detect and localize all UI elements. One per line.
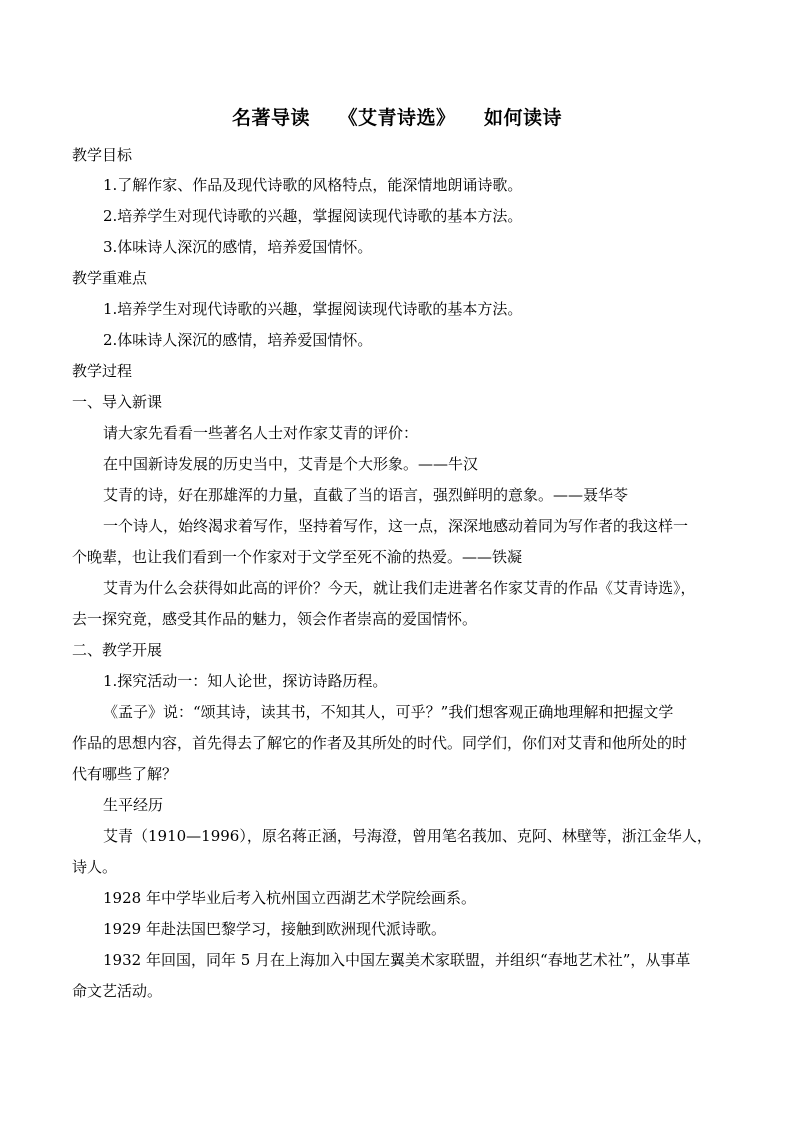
intro-paragraph-4-line-1: 一个诗人，始终渴求着写作，坚持着写作，这一点，深深地感动着同为写作者的我这样一 — [103, 517, 689, 535]
event-1928: 1928 年中学毕业后考入杭州国立西湖艺术学院绘画系。 — [103, 889, 476, 907]
intro-paragraph-1: 请大家先看看一些著名人士对作家艾青的评价： — [103, 424, 419, 442]
intro-paragraph-5-line-2: 去一探究竟，感受其作品的魅力，领会作者崇高的爱国情怀。 — [72, 610, 478, 628]
bio-line-2: 诗人。 — [72, 858, 118, 876]
intro-paragraph-5-line-1: 艾青为什么会获得如此高的评价？今天，就让我们走进著名作家艾青的作品《艾青诗选》， — [103, 579, 696, 597]
activity-1: 1.探究活动一：知人论世，探访诗路历程。 — [103, 672, 388, 690]
event-1932-line-2: 命文艺活动。 — [72, 982, 163, 1000]
quote-paragraph-line-3: 代有哪些了解？ — [72, 765, 178, 783]
event-1932-line-1: 1932 年回国，同年 5 月在上海加入中国左翼美术家联盟，并组织“春地艺术社”，从事革 — [103, 951, 691, 969]
event-1929: 1929 年赴法国巴黎学习，接触到欧洲现代派诗歌。 — [103, 920, 446, 938]
subsection-heading-intro: 一、导入新课 — [72, 393, 163, 411]
intro-paragraph-3: 艾青的诗，好在那雄浑的力量，直截了当的语言，强烈鲜明的意象。——聂华苓 — [103, 486, 629, 504]
goal-item-2: 2.培养学生对现代诗歌的兴趣，掌握阅读现代诗歌的基本方法。 — [103, 207, 523, 225]
intro-paragraph-4-line-2: 个晚辈，也让我们看到一个作家对于文学至死不渝的热爱。——铁凝 — [72, 548, 523, 566]
goal-item-3: 3.体味诗人深沉的感情，培养爱国情怀。 — [103, 238, 373, 256]
key-point-item-2: 2.体味诗人深沉的感情，培养爱国情怀。 — [103, 331, 373, 349]
section-heading-goals: 教学目标 — [72, 146, 133, 164]
quote-paragraph-line-2: 作品的思想内容，首先得去了解它的作者及其所处的时代。同学们，你们对艾青和他所处的时 — [72, 734, 688, 752]
bio-line-1: 艾青（1910—1996），原名蒋正涵，号海澄，曾用笔名莪加、克阿、林壁等，浙江金华人， — [103, 827, 712, 845]
quote-paragraph-line-1: 《孟子》说：“颂其诗，读其书，不知其人，可乎？”我们想客观正确地理解和把握文学 — [103, 703, 674, 721]
page-title: 名著导读 《艾青诗选》 如何读诗 — [232, 107, 562, 129]
life-heading: 生平经历 — [103, 796, 164, 814]
key-point-item-1: 1.培养学生对现代诗歌的兴趣，掌握阅读现代诗歌的基本方法。 — [103, 300, 523, 318]
goal-item-1: 1.了解作家、作品及现代诗歌的风格特点，能深情地朗诵诗歌。 — [103, 176, 523, 194]
section-heading-process: 教学过程 — [72, 362, 133, 380]
section-heading-key-points: 教学重难点 — [72, 269, 148, 287]
intro-paragraph-2: 在中国新诗发展的历史当中，艾青是个大形象。——牛汉 — [103, 455, 479, 473]
subsection-heading-develop: 二、教学开展 — [72, 641, 163, 659]
